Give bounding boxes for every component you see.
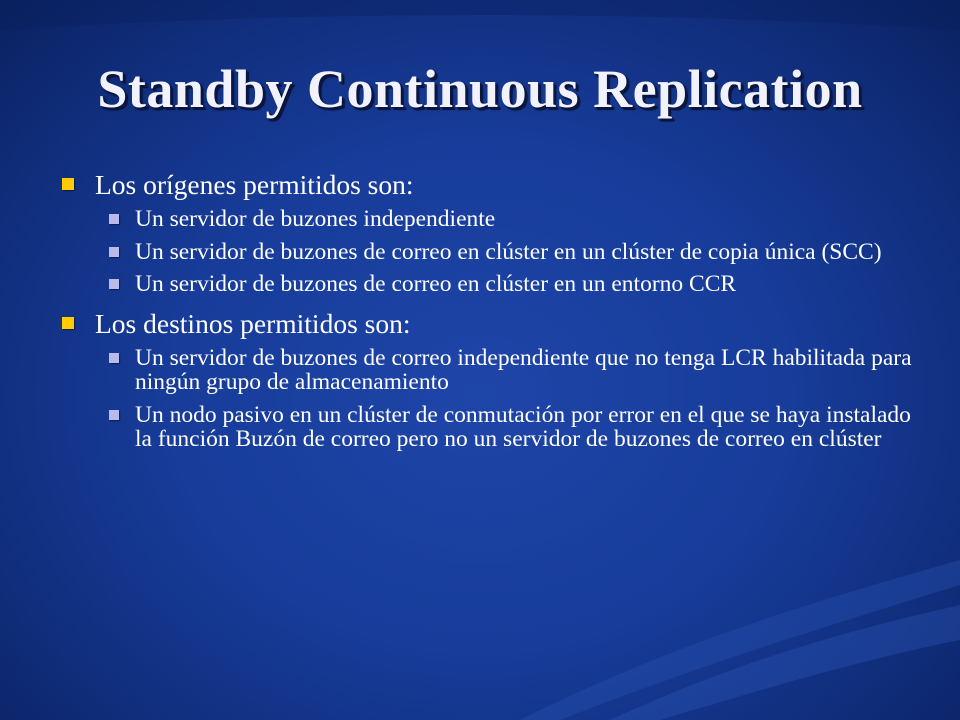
- list-item: [108, 272, 920, 297]
- list-item: [108, 346, 920, 395]
- list-item: [108, 207, 920, 232]
- list-item-text: Un nodo pasivo en un clúster de conmutación por error en el que se haya instalado la función Buzón de correo pero no un servidor de buzones de correo en clúster: [135, 401, 911, 452]
- bullet-heading-destinations: [60, 307, 920, 340]
- square-bullet-icon: [62, 317, 74, 329]
- list-item-text: Un servidor de buzones independiente: [135, 206, 496, 232]
- square-bullet-icon: [62, 178, 74, 190]
- list-item: [108, 240, 920, 265]
- square-bullet-icon: [109, 410, 119, 420]
- square-bullet-icon: [109, 214, 119, 224]
- list-item-text: Un servidor de buzones de correo independiente que no tenga LCR habilitada para ningún grupo de almacenamiento: [135, 344, 912, 395]
- slide-body: [60, 168, 920, 460]
- list-item-text: Un servidor de buzones de correo en clúster en un clúster de copia única (SCC): [135, 238, 882, 265]
- section-origins: [60, 168, 920, 297]
- list-item: [108, 403, 920, 452]
- square-bullet-icon: [109, 247, 119, 257]
- square-bullet-icon: [109, 353, 119, 363]
- list-item-text: Un servidor de buzones de correo en clúster en un entorno CCR: [135, 271, 737, 297]
- square-bullet-icon: [109, 279, 119, 289]
- bullet-heading-origins: [60, 168, 920, 201]
- bullet-heading-text: Los destinos permitidos son:: [95, 307, 411, 339]
- bullet-heading-text: Los orígenes permitidos son:: [95, 169, 414, 200]
- slide-title: Standby Continuous Replication: [97, 59, 863, 119]
- section-destinations: [60, 307, 920, 452]
